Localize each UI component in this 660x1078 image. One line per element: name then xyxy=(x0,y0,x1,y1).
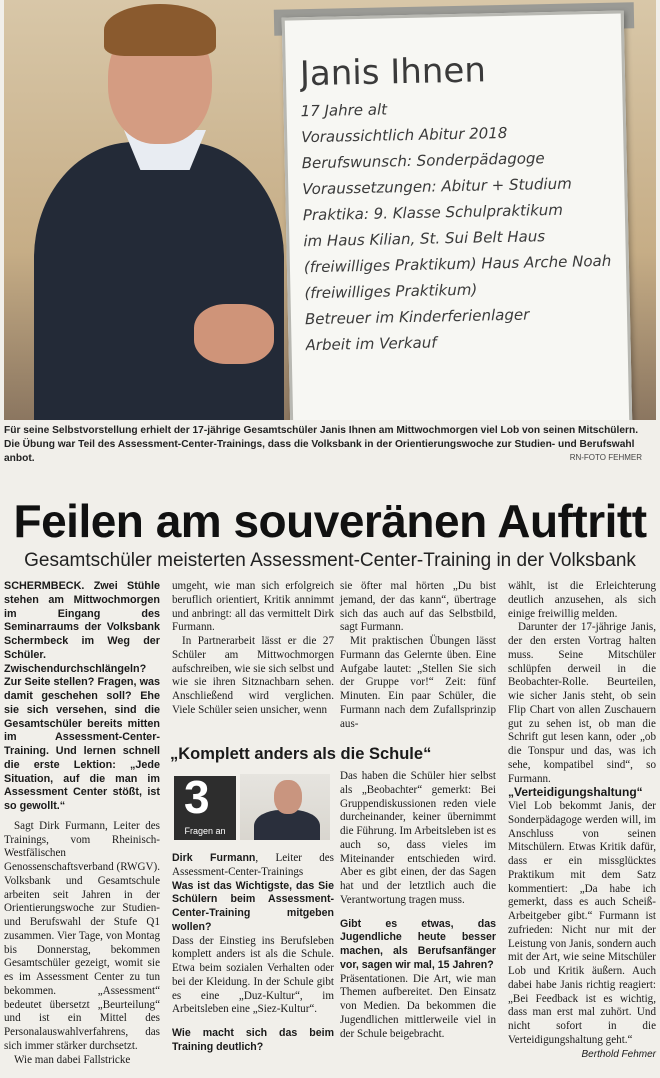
article-paragraph: In Partnerarbeit lässt er die 27 Schüler am Mittwochmorgen aufschreiben, wie sie sich selbst und wie sie ihren Sitznachbarn sehen. Anschließend wird verglichen. Viele Schüler seien unsicher, wenn xyxy=(172,635,334,716)
flipchart-line: (freiwilliges Praktikum) xyxy=(304,280,478,303)
article-paragraph: Darunter der 17-jährige Janis, der den ersten Vortrag halten muss. Seine Mitschüler schlüpfen derweil in die Beobachter-Rolle. Beurteilen, wie sicher Janis steht, ob sein Flip Chart von allen Zuschauern gut zu sehen ist, ob man die Schrift gut lesen kann, oder „ob die Tonspur und das, was ich sehe, kompatibel sind“, so Furmann. xyxy=(508,621,656,785)
student-hair xyxy=(104,4,216,56)
interview-column-1 xyxy=(172,852,334,1055)
flipchart-line: Arbeit im Verkauf xyxy=(305,333,437,355)
article-paragraph: wählt, ist die Erleichterung deutlich anzusehen, als sich einige freiwillig melden. xyxy=(508,580,656,620)
article-lead: SCHERMBECK. Zwei Stühle stehen am Mittwochmorgen im Eingang des Seminarraums der Volksbank Schermbeck im Weg der Schüler. Zwischendurchschlängeln? Zur Seite stellen? Fragen, was damit geschehen soll? Ehe sie sich versehen, sind die Gesamtschüler bereits mitten im Assessment-Center-Training. Und lernen schnell die erste Lektion: „Jede Situation, auf die man im Assessment Center stößt, ist so gewollt.“ xyxy=(4,580,160,812)
badge-label: Fragen an xyxy=(184,826,226,836)
interview-question: Was ist das Wichtigste, das Sie Schülern beim Assessment-Center-Training mitgeben wollen? xyxy=(172,879,334,933)
article-column-2 xyxy=(172,580,334,718)
interview-intro xyxy=(172,852,334,880)
flipchart-text xyxy=(299,44,621,359)
article-paragraph: umgeht, wie man sich erfolgreich beruflich orientiert, Kritik annimmt und anbringt: all das vermittelt Dirk Furmann. xyxy=(172,580,334,634)
article-paragraph: sie öfter mal hörten „Du bist jemand, der das kann“, übertrage sich das auch auf das Selbstbild, sagt Furmann. xyxy=(340,580,496,634)
interview-badge-area xyxy=(172,770,332,842)
flipchart-line: Voraussichtlich Abitur 2018 xyxy=(301,123,508,147)
article-author: Berthold Fehmer xyxy=(581,1048,656,1060)
article-column-3 xyxy=(340,580,496,731)
interview-answer: Präsentationen. Die Art, wie man Themen aufbereitet. Den Einsatz von Medien. Da bekommen die Jugendlichen mittlerweile viel in der Schule beigebracht. xyxy=(340,972,496,1040)
flipchart-line: Betreuer im Kinderferienlager xyxy=(304,305,530,329)
interview-title: „Komplett anders als die Schule“ xyxy=(170,745,432,763)
student-figure xyxy=(34,4,294,420)
article-column-1 xyxy=(4,580,160,1067)
interview-answer: Das haben die Schüler hier selbst als „Beobachter“ gemerkt: Bei Gruppendiskussionen reden viele durcheinander, keiner übernimmt die Führung. Im Arbeitsleben ist es auch so, dass vieles im Miteinander entschieden wird. Aber es gibt einen, der das Sagen hat und der letztlich auch die Verantwortung tragen muss. xyxy=(340,770,496,906)
article-photo xyxy=(4,0,656,420)
interviewee-name: Dirk Furmann xyxy=(172,852,256,864)
article-column-4 xyxy=(508,580,656,1061)
flipchart-line: Berufswunsch: Sonderpädagoge xyxy=(301,149,545,173)
flipchart-line: Voraussetzungen: Abitur + Studium xyxy=(302,174,572,199)
photo-credit: RN-FOTO FEHMER xyxy=(569,453,642,462)
badge-number: 3 xyxy=(184,771,210,823)
interview-badge xyxy=(174,771,236,840)
subheadline: Gesamtschüler meisterten Assessment-Center-Training in der Volksbank xyxy=(24,550,636,571)
article-paragraph: Mit praktischen Übungen lässt Furmann das Gelernte üben. Eine Aufgabe lautet: „Stellen Sie sich der Gruppe vor!“ Zeit: fünf Minuten. Ein paar Schüler, die Furmann nach dem Zufallsprinzip aus- xyxy=(340,635,496,730)
student-torso xyxy=(34,142,284,420)
portrait-head xyxy=(274,780,302,814)
article-paragraph: Wie man dabei Fallstricke xyxy=(14,1053,131,1066)
article-paragraph: Sagt Dirk Furmann, Leiter des Trainings, vom Rheinisch-Westfälischen Genossenschaftsverband (RWGV). Volksbank und Gesamtschule arbeiten seit Jahren in der Orientierungswoche zur Studien- und Berufswahl der Stufe Q1 zusammen. Vier Tage, von Montag bis Donnerstag, bekommen Gesamtschüler gezeigt, womit sie es im Assessment Center zu tun bekommen. „Assessment“ bedeutet übersetzt „Beurteilung“ und ist ein Mittel des Personalauswahlverfahrens, das sich immer stärker durchsetzt. xyxy=(4,819,160,1052)
photo-caption: Für seine Selbstvorstellung erhielt der 17-jährige Gesamtschüler Janis Ihnen am Mittwochmorgen viel Lob von seinen Mitschülern. Die Übung war Teil des Assessment-Center-Trainings, dass die Volksbank in der Orientierungswoche zur Studien- und Berufswahl anbot. xyxy=(4,425,639,464)
flipchart-line: (freiwilliges Praktikum) Haus Arche Noah xyxy=(303,251,612,277)
article-intertitle: „Verteidigungshaltung“ xyxy=(508,785,643,800)
interview-answer: Dass der Einstieg ins Berufsleben komplett anders ist als die Schule. Etwa beim sozialen Verhalten oder bei der Kleidung. In der Schule gibt es eine „Duz-Kultur“, im Arbeitsleben eine „Siez-Kultur“. xyxy=(172,934,334,1016)
flipchart-line: im Haus Kilian, St. Sui Belt Haus xyxy=(303,227,546,251)
flipchart xyxy=(282,10,633,420)
headline: Feilen am souveränen Auftritt xyxy=(13,495,647,547)
interview-column-2 xyxy=(340,770,496,1041)
flipchart-line: Janis Ihnen xyxy=(299,50,487,95)
interviewee-role: , Leiter des Assessment-Center-Trainings xyxy=(172,852,335,878)
article-paragraph-text: Viel Lob bekommt Janis, der Sonderpädagoge werden will, im Anschluss von seinen Mitschülern. Etwas Kritik dafür, dass er ein missglücktes Praktikum mit dem Satz kommentiert: „Da habe ich gemerkt, dass es auch Scheiß-Arbeitgeber gibt.“ Furmann ist zufrieden: Nicht nur mit der Leistung von Janis, sondern auch mit der Art, wie seine Mitschüler Lob und Kritik äußern. Auch dabei habe Janis richtig reagiert: „Bei Feedback ist es wichtig, dass man erst mal zuhört. Und nicht sofort in die Verteidigungshaltung geht.“ xyxy=(508,800,656,1046)
article-paragraph xyxy=(508,800,656,1060)
portrait-body xyxy=(254,810,320,840)
interview-question: Wie macht sich das beim Training deutlich? xyxy=(172,1027,334,1053)
interview-question: Gibt es etwas, das Jugendliche heute besser machen, als Berufsanfänger vor, sagen wir mal, 15 Jahren? xyxy=(340,917,496,971)
student-hand xyxy=(194,304,274,364)
interviewee-portrait xyxy=(240,774,330,840)
flipchart-line: Praktika: 9. Klasse Schulpraktikum xyxy=(302,200,564,225)
flipchart-line: 17 Jahre alt xyxy=(300,100,388,121)
